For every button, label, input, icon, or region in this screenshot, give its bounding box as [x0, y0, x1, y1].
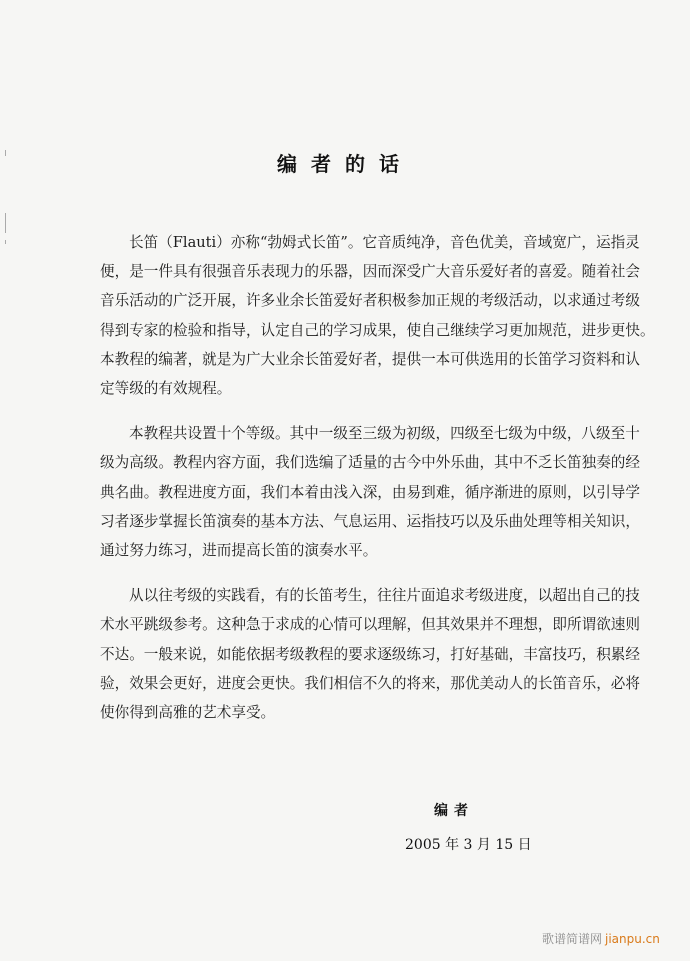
- text-line: 通过努力练习，进而提高长笛的演奏水平。: [100, 542, 378, 560]
- paragraph-2: [100, 419, 640, 565]
- text-line: 本教程共设置十个等级。其中一级至三级为初级，四级至七级为中级，八级至十: [129, 425, 640, 443]
- text-line: 便，是一件具有很强音乐表现力的乐器，因而深受广大音乐爱好者的喜爱。随着社会: [100, 263, 640, 281]
- text-line: 从以往考级的实践看，有的长笛考生，往往片面追求考级进度，以超出自己的技: [129, 587, 640, 605]
- text-line: 级为高级。教程内容方面，我们选编了适量的古今中外乐曲，其中不乏长笛独奏的经: [100, 454, 640, 472]
- text-line: 不达。一般来说，如能依据考级教程的要求逐级练习，打好基础，丰富技巧，积累经: [100, 645, 640, 663]
- text-line: 术水平跳级参考。这种急于求成的心情可以理解，但其效果并不理想，即所谓欲速则: [100, 616, 640, 634]
- page-title: 编者的话: [277, 152, 413, 176]
- text-line: 使你得到高雅的艺术享受。: [100, 704, 276, 722]
- paragraph-3: [100, 581, 640, 727]
- watermark: [542, 930, 660, 947]
- text-line: 验，效果会更好，进度会更快。我们相信不久的将来，那优美动人的长笛音乐，必将: [100, 674, 640, 692]
- paragraph-1: [100, 228, 655, 403]
- watermark-site: jianpu.cn: [605, 932, 660, 946]
- text-line: 长笛（Flauti）亦称“勃姆式长笛”。它音质纯净，音色优美，音域宽广，运指灵: [129, 234, 640, 251]
- scan-artifact: [5, 240, 6, 244]
- author-signature: 编者: [434, 803, 474, 819]
- scan-artifact: [5, 213, 6, 233]
- watermark-name: 歌谱简谱网: [542, 932, 603, 946]
- text-line: 本教程的编著，就是为广大业余长笛爱好者，提供一本可供选用的长笛学习资料和认: [100, 350, 640, 368]
- text-line: 定等级的有效规程。: [100, 380, 232, 398]
- text-line: 习者逐步掌握长笛演奏的基本方法、气息运用、运指技巧以及乐曲处理等相关知识，: [100, 512, 640, 530]
- text-line: 典名曲。教程进度方面，我们本着由浅入深，由易到难，循序渐进的原则，以引导学: [100, 483, 640, 501]
- preface-body: [100, 228, 655, 727]
- signature-date: 2005 年 3 月 15 日: [405, 837, 532, 853]
- text-line: 得到专家的检验和指导，认定自己的学习成果，使自己继续学习更加规范，进步更快。: [100, 321, 655, 339]
- text-line: 音乐活动的广泛开展，许多业余长笛爱好者积极参加正规的考级活动，以求通过考级: [100, 292, 640, 310]
